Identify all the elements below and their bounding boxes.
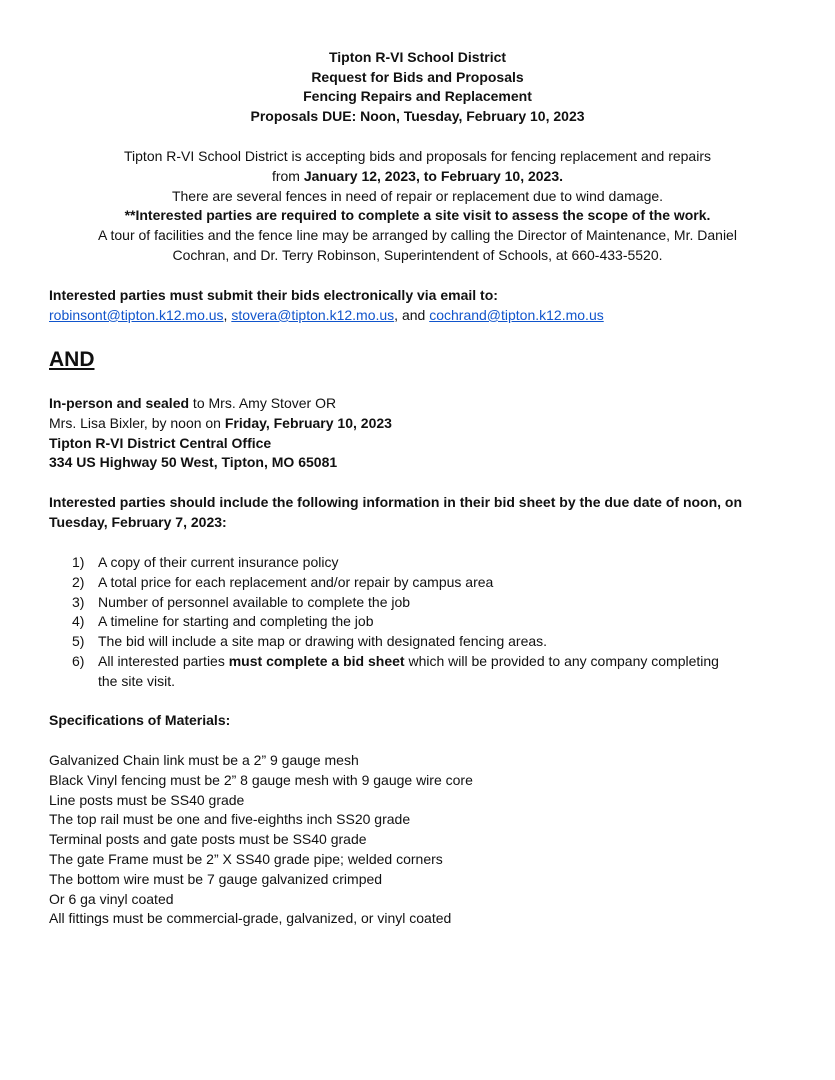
submit-section (49, 286, 809, 326)
office-name: Tipton R-VI District Central Office (49, 434, 272, 451)
in-person-label: In-person and sealed (49, 395, 190, 411)
list-item-text: A total price for each replacement and/or repair by campus area (98, 573, 494, 590)
list-item-text: A timeline for starting and completing the job (98, 613, 374, 630)
district-name: Tipton R-VI School District (328, 49, 507, 65)
intro-line-3: There are several fences in need of repair or replacement due to wind damage. (171, 187, 664, 204)
list-item-text: The bid will include a site map or drawing with designated fencing areas. (98, 633, 548, 650)
specs-heading: Specifications of Materials: (49, 712, 231, 728)
spec-line: Black Vinyl fencing must be 2” 8 gauge mesh with 9 gauge wire core (49, 771, 473, 788)
spec-line: The gate Frame must be 2” X SS40 grade pipe; welded corners (49, 850, 443, 867)
in-person-recipient-2: Mrs. Lisa Bixler, by noon on (49, 414, 225, 431)
site-visit-notice: **Interested parties are required to complete a site visit to assess the scope of the work. (124, 207, 711, 224)
email-link-stover[interactable]: stovera@tipton.k12.mo.us (231, 306, 395, 323)
in-person-section (49, 394, 809, 473)
spec-line: Galvanized Chain link must be a 2” 9 gauge mesh (49, 752, 359, 768)
list-item-number: 3) (72, 593, 85, 610)
spec-line: Line posts must be SS40 grade (49, 791, 245, 808)
intro-from: from (271, 167, 304, 184)
due-date-line: Proposals DUE: Noon, Tuesday, February 10, 2023 (250, 107, 585, 124)
intro-line-1: Tipton R-VI School District is accepting bids and proposals for fencing replacement and repairs (124, 148, 711, 164)
list-item (49, 553, 729, 573)
list-item-text: Number of personnel available to complete the job (98, 593, 411, 610)
request-title: Request for Bids and Proposals (311, 68, 524, 85)
list-item (49, 612, 729, 632)
submit-heading: Interested parties must submit their bids electronically via email to: (49, 287, 498, 303)
email-separator: , and (394, 306, 430, 323)
spec-line: Or 6 ga vinyl coated (49, 890, 174, 907)
office-address: 334 US Highway 50 West, Tipton, MO 65081 (49, 454, 338, 471)
spec-line: The top rail must be one and five-eighths inch SS20 grade (49, 811, 411, 828)
email-link-cochran[interactable]: cochrand@tipton.k12.mo.us (429, 306, 604, 323)
requirements-list (49, 553, 729, 692)
spec-line: Terminal posts and gate posts must be SS40 grade (49, 831, 367, 848)
in-person-line-1 (49, 394, 809, 414)
list-item-text-pre: All interested parties (98, 652, 229, 669)
list-item-text: A copy of their current insurance policy (98, 554, 339, 570)
include-heading: Interested parties should include the following information in their bid sheet by the due date of noon, on Tuesday, February 7, 2023: (49, 494, 743, 530)
intro-dates: January 12, 2023, to February 10, 2023. (303, 167, 564, 184)
list-item (49, 573, 729, 593)
tour-info-line-2: Cochran, and Dr. Terry Robinson, Superintendent of Schools, at 660-433-5520. (172, 246, 663, 263)
in-person-deadline: Friday, February 10, 2023 (224, 414, 392, 431)
list-item (49, 593, 729, 613)
list-item-number: 4) (72, 613, 85, 630)
intro-line-2 (40, 167, 795, 187)
list-item (49, 652, 729, 692)
project-title: Fencing Repairs and Replacement (303, 88, 532, 105)
list-item-text-post: which will be provided to any company completing the site visit. (98, 652, 719, 689)
email-list (49, 306, 809, 326)
tour-info-line-1: A tour of facilities and the fence line may be arranged by calling the Director of Maintenance, Mr. Daniel (98, 227, 737, 244)
and-heading: AND (49, 348, 95, 371)
list-item-number: 5) (72, 633, 85, 650)
intro-section (40, 147, 795, 266)
spec-line: The bottom wire must be 7 gauge galvanized crimped (49, 870, 383, 887)
email-separator: , (223, 306, 232, 323)
in-person-recipient: to Mrs. Amy Stover OR (189, 395, 337, 411)
list-item-number: 2) (72, 573, 85, 590)
list-item-number: 1) (72, 554, 85, 570)
email-link-robinson[interactable]: robinsont@tipton.k12.mo.us (49, 306, 224, 323)
spec-line: All fittings must be commercial-grade, galvanized, or vinyl coated (49, 910, 452, 927)
in-person-line-2 (49, 414, 809, 434)
specs-list (49, 751, 789, 929)
list-item-number: 6) (72, 652, 85, 669)
list-item-text-bold: must complete a bid sheet (228, 652, 405, 669)
list-item (49, 632, 729, 652)
document-header (0, 48, 835, 126)
